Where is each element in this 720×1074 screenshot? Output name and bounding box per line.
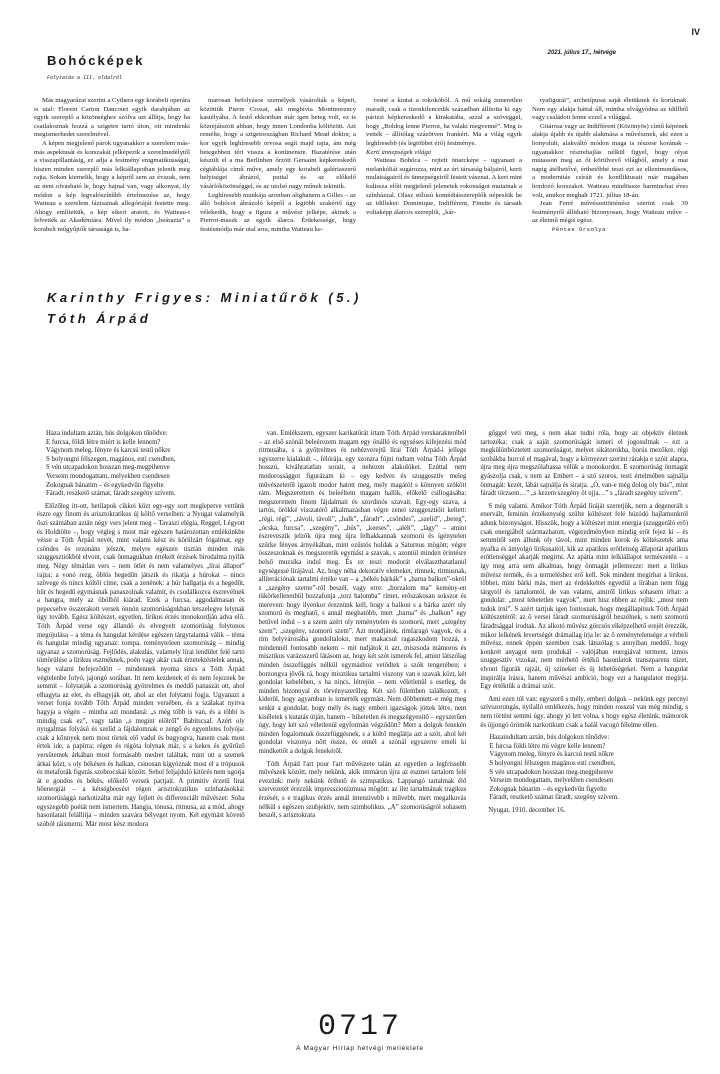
article1-body bbox=[34, 97, 688, 255]
paragraph: tyafigurái”, archetípusai saját életüknek és koruknak. Nem egy alakja háttal áll, mintha elvágyódna az idillből vagy családott lenne ezzel a világgal. bbox=[532, 97, 688, 122]
poem-line: Vágynom meleg, fényre és karcsú testű nőkre bbox=[46, 447, 171, 455]
poem-line: Hazaindultam aztán, bús dolgokon tűnődve: bbox=[489, 734, 610, 742]
paragraph: A képen megjelenő párok ugyanakkor a szerelem más-más aspektusát és korszakát jelképezik a szerelmedélytől a visszapillantásig, ez adja a festmény enigmatikusságát, hiszen minden szereplő más lelkiállapotban jelenik meg rajta. Sokan kiemelik, hogy a képről sem az évszak, sem az nem olvasható le, hogy hajnal van, vagy alkonyat, ily módon a kép legvalószínűbb értelmezése az, hogy Watteau a szerelem fázisainak allegóriáját festette meg. Ahogy említettük, a kép sikert aratott, és Watteau-t felvették az Akadémiára. Mivel ily módon „beárazta” a korabeli műgyűjtők társasága is, ha- bbox=[34, 139, 190, 233]
article2-body bbox=[37, 430, 688, 992]
poem-line: S bolyongni félszegen, magános, esti csendben, bbox=[46, 455, 176, 463]
folio-number: 0717 bbox=[317, 1010, 402, 1044]
article2-title-line-1: Karinthy Frigyes: Miniatűrök (5.) bbox=[47, 290, 362, 305]
article2-column-3 bbox=[480, 430, 688, 992]
source-note: Nyugat, 1910. december 16. bbox=[488, 806, 566, 814]
paragraph: Jean Ferré művészettörténész szerint csak 39 festményről állítható bizonyosan, hogy Watteau műve – az életmű mégis egész. bbox=[532, 200, 688, 225]
article2-title-line-2: Tóth Árpád bbox=[47, 311, 152, 326]
article1-title: Bohócképek bbox=[47, 53, 145, 68]
poem-line: S vén utcapadokon hosszan meg-megpihenve bbox=[46, 464, 170, 472]
issue-date: 2021. július 17., hétvége bbox=[547, 50, 616, 56]
paragraph: Más magyarázat szerint a Cythera egy korabeli operára is utal: Florent Carton Dancourt egyik darabjában az egyik szereplő a közönséghez szólva azt állítja, hogy ha csatlakoznak hozzá a szigetre tartó úton, ott mindenki megismerhedet szerelmével. bbox=[34, 97, 190, 139]
poem-line: Vágynom meleg, fényre és karcsú testű nőkre bbox=[489, 751, 614, 759]
paragraph: resné a kiutat a rokokóból. A mű sokáig ismeretlen maradt, csak a tizenkilencedik században állította ki egy párizsi képkereskedő a kirakatába, azzal a szöveggel, hogy „Boldog lenne Pierrot, ha valaki megvenné”. Meg is vették – állítólag százötven frankért. Ma a világ egyik leghíresebb (és legtöbbet érő) festménye. bbox=[366, 97, 522, 147]
article1-signature: Pénteк Orsolya bbox=[552, 225, 606, 233]
poem-line: Verseim mondogattam, melyekben csendesen bbox=[46, 472, 170, 480]
paragraph: gőggel veti meg, s nem akar tudni róla, hogy az objektív életnek tartozéka: csak a saját szomorúságát ismeri el jogosultnak – ezt a megkülönböztetett szomorúságot, melyet sikátorokba, borús mezőkre, régi szobákba hurcol el magával, hogy a környezet szerint rárakja e szóit alapra, újra meg újra megszólaltassa vélük a monokordot. E szomorúság önmagát gyászolja csak, s nem az Embert – a szó szoros, testi értelmében sajnálja önmagát: kezét, lábát sajnálja és siratja. „Ó, van-e még dolog oly bús”, mint fáradt törzsem…” „s kezem szegény öt ujja…” s „fáradt szegény szívem”. bbox=[480, 430, 688, 498]
article1-continued-note: Folytatás a III. oldalról bbox=[47, 75, 123, 81]
poem-line: Verseim mondogattam, melyekben csendesen bbox=[489, 777, 614, 785]
poem-line: Fáradt, reszkető számat fáradt, szegény szívem. bbox=[489, 794, 619, 802]
poem-line: Haza indultam aztán, bús dolgokon tűnődve: bbox=[46, 430, 168, 437]
paragraph: Leghíresebb munkája azonban alighanem a Gilles – az álló bohócot ábrázoló képről a legtöbb szakértő úgy vélekedik, hogy a figura a művész jelképe, akinek a Pierrot-maszk az egyik álarca. Érdekessége, hogy festésmódja már utal arra, mintha Watteau ke- bbox=[200, 191, 356, 233]
paragraph: van. Emlékszem, egyszer karikatúrát írtam Tóth Árpád verskarakteréből – az első szónál beleérezem magam egy önálló és egyséses kifejezési mód ritmusába, s a győtrelmes és nehézverejtű lírai Tóth Árpád-i jellege egyszerre kialakult –, félórája, egy szonzra fújni tudtam volna Tóth Árpád hosszú, kiváhratatlan sorait, a nehezen alakulóket. Ezúttal nem modorossággot figurázam ki – egy kedves és szuggesztív meleg művészeteről igazolt modor hatott meg, mely magától s könnyen szökött rám. Megszerettem és beleéltem magam hallik, előkelő csillogásába: megszerettem finom fájdalmait és szordinós szavait. Egy-egy szava, a tartós, örökké visszatérő alkalmazásban végre zenei szuggesztióit keltett: „régi, régi”, „távoli, távoli”, „halk”, „fáradt”, „csöndes”, „szelíd”, „beteg”, „ócska, furcsa”, „szegény”, „bús”, „keeses”, „alélt”, „lágy” – amint észreveszik jelzők újra meg újra felhakkannak szomorú és ígénytelen szürke fényeк árnyékában, mint ezüstös holdak a Saturnus mögött; végre összeszoknak és megszeretik egymást a szavak, s azontúl minden érintésre belső muzsika indul meg. És ez teszi modorát elválaszthatatlanul egységessé lírájával. Az, hogy néha dekoratív elemeket, rímnek, ritmusnak, alliterációnak tartalmi értéke van – a „békés bárkák” s „barna balkon”-okról s „szegény szerne”-ről beszél, vagy erre: „borzalom ma” kemény-en tükörkelletenhül hozzafonja „torz halomba” rímet, erőszakosan sokszor és mereven: hogy ilyenkor éreznünk kell, hogy a balkon s a bárka azért oly szomorú és meghatő, s annál meghatóbb, mert „barna” és „balkon” egy betűvel indul – s a szem azért oly reménytelen és szomorú, mert „szegény szem”; „szegény, szomorú szem”. Azt mondjátok, rímfaragó vagyok, és a rím belyvárosába gondoltalokn, mert makacsul ragaszkodom hozzá, s mindennél fontosabb nekem – mit tudjátok ti azt, miszsoda mámoros és misztikus varázsszerű látásom az, hogy két szót ismerek fel, amint látszólag minden összefüggés nélkül egymáshoz vetődtek a szók tengerében; s borzongva jövők rá, hogy misztikus tartalmi viszony van e szavak közt, két gondolat kebelében, s ha nincs, létrejön – nem véletlenül s esetleg, de minden bizonnyal és törvényszerűleg. Két szó fülemben találkozott, s kiderül, hogy agyamban is ismerték egymást. Nem döbbentett–e még meg senkit a gondolat, hogy mély és nagy emberi igazságok jöttek létre, nem kiséletek s kutatás útján, hanem – hihetetlen és megszégyenítő – egyszerűen úgy, hogy két szó véletlenül egyformán végződött? Mert a dolgok fenekén minden fogalomnak összefüggésnek, s a költő meglátja azt a szót, ahol két gondolat viszonya nőtt össze, és ennél a szónál egyszerre emeli ki mindkettőt a dolgok fenekéről. bbox=[258, 430, 467, 755]
poem-line: Zokognak bánatim – és egykedvűn figyelte bbox=[489, 785, 607, 793]
paragraph: Ami ezen túl van: egyszerű s mély, emberi dolgok – nekünk egy percnyi szívszorongás, nyilalló emlékezés, hogy minden rosszul van még mindig, s nem történt semmi úgy, ahogy jó lett volna, s hogy egész életünk, mámorok és újjongó örömök narkotikum csak a halál vacogó félelme ellen. bbox=[480, 695, 688, 729]
article1-column-4 bbox=[532, 97, 688, 255]
paragraph: Előzőleg itt-ott, hetilapok cikkei közt egy-egy sort meglepetve vettünk észre egy finom és arisztokratikus új költő verseiben: a Nyugat valamelyik őszi számában aztán négy vers jelent meg – Tavaszi elégia, Reggel, Légyott és Holdtölte –, hogy végleg s most már egészen határozottan emlékünkbe vésse a Tóth Árpád nevét, mint valami kész és körülzárt fogalmat, egy csöndes és rezonáns jelszót, melyre egészen tisztán minden más szuggesztiókból elvont, csak önmagukban értékelt érzések birodalma nyílik meg. Négy témátlan vers – nem ötlet és nem valamelyes „lírai állapot” rajza; a vonó rezg, öblös hegedűn játszik és rikatja a húrokat – nincs szövege és nincs költői címe, csak a zenének: a húr hallgatja és a hegedűt, hűr és hegedű egymásnak panaszolnak valamit, és csodálkozva észrevélnek a hangra, mely az öbölből kiárad. Ezek a furcsa, aggodalmasan és pepecselve összerakott versek önnön szomorúságukban tetszelegve lelynak úgy tovább. Egész költészet, egyetlen, lírikus érzés monokordján adva elő. Tóth Árpád verse egy állandó és elvegyett szomorúság folytonos megújulása – a téma és hangulat kérdése egészen tárgytalanná válik – téma és hangulat mindig ugyanaz: tompa, reményteleen szomorúság – mindig ugyanaz a szomorúság. Fejlődés, alakulás, valamely lírai lendület felé tartó tömörülése a lírikus eszméknek, poén vagy akár csak érzetektéstelek annak, hogy valami befejeződött – mindennek nyoma sincs a Tóth Árpád végtelenbe folyó, jajongó sorában. Itt nem kezdenek el és nem fejeznek be semmit – folytatják a szomorúság gyötrelmes és meddő panaszát ott, ahol elhagyta az elet, és elhagyják ott, ahol az elet folytatni fogja. Ugyanazt a verset fonja tovább Tóth Árpád minden versében, és a szálakat nyitva hagyja a végén – mintha azt mondaná: „s még több is van, és a többi is mindig csak ez”, vagy talán „s megint előlről” Babitscsal. Azért oly nyugalmas folyású és szelíd a fájdalomnak e zengő és egyenletes folyója: csak a kőnnyek nem most törtek elő vadul és bugyogva, hanem csak most értek ide, a papírra; régen és régóta folynak már, s a kekes és gyűrűző versütemek árkában most formásabb medret találtak, mint ott a szemek árkai közt, s oly békésen és halkan, csinosan kígyóznak most el a trópusok és metaforák figurás szobrocskái között. Sehol feljajduló kitörés nem ugorja át e gondos és békés, előkelő versek partjait. A primitív érzetű lírai hőenergiát – a kétségbeesést régen arisztokratikus színhatásokká: szomorúsággá narkotizálta már egy fejlett és differenciált művészet: Soha egyszegebb poétát nem ismertem. Hangja, tónusa, ritmusa, az a mód, ahogy hasonlatait felállítja – minden szavára bélyeget nyom. Két egymást követő szóból ráismerni. Már most kész modora bbox=[37, 502, 245, 828]
article2-column-1 bbox=[37, 430, 245, 992]
article2-column-2 bbox=[259, 430, 467, 992]
poem-line: S bolyongni félszegen magános esti csendben, bbox=[489, 759, 616, 767]
poem-line: Zokognak bánatim – és egykedvűn figyelte bbox=[46, 481, 164, 489]
article1-subheading: Kerti ünnepségek világa bbox=[366, 148, 432, 156]
poem-line: E furcsa földi létre mi végre kelle lennem? bbox=[489, 742, 606, 750]
article1-column-1 bbox=[34, 97, 190, 255]
paragraph: Gitárosa vagy az Indifférent (Közönyös) című képének alakja újabb és újabb alakmása a művésznek, aki ezen a bonyolult, alakváltó módon maga is részese korának – ugyanakkor részrehajlás nélkül figyel, hogy olyat mutasson meg az őt körülvevő világból, amely a mai napig átélhetővé, érthetőbbé teszi ezt az ellentmondásos, a modernitás csíráit és konfliktusait már magában hordozó korszakot. Watteau mindössze harminchat éves volt, amikor meghalt 1721. július 18-án. bbox=[532, 122, 688, 199]
poem-line: E furcsa, földi létre miért is kelle lennem? bbox=[46, 438, 161, 446]
paragraph: S még valami. Amikor Tóth Árpád líráját szeretjük, nem a degenerált s enervált, feminin érzékenység szülte költészet felé húzódó hajlamunkról adunk bizonyságot. Hisszük, hogy a költészet mint energia (szuggeráló erő) csak energiából származhatott, végeredményben mindig erőt fejez ki – és semmitől sem állunk oly távol, mint minden korok és költészetek ama nyafka és ámyolgó lírikusaitól, kik az apatikus erőtlenség állapotát apatikus erőtlenséggel akarják megírni. Az apátia mint lelkiállapot természetén – s így meg arra sem alkalmas, hogy önmagát jellemezze: mert a lírikus művész termék, és a termeléshez erő kell. Sok mindent megírhat a lírikus, többet, mint bárki más, mert az érdekkeltés egyedül a lírában nem függ tárgytól és tartalomtól, de van valami, amiről lírikus sohasem írhat: a gondolat: „most tehetetlen vagyok”, mert hisz ebben az rejlik: „most nem tudok írni”. S azért tartjuk igen fontosnak, hogy megállapítsuk Tóth Árpád költészetéről: az ő versei fáradt szomorúságról beszélnek, s nem szomorú fáradtsággal írodtak. Az alkotó művész görcsös elképzelhető erejét érezzük, mikor lelkének levertségét drámailag írja le: az ő reménytelensége a vérbeli művész, ennek éppen szemben csak látszólag s annyiban meddő, hogy konkrét anyagot nem produkál - valójában energiával terment, izmos szuggesztív vizokat, nem mérhető értékű hasonlatok transzparens tüzet, elvont figurák rajzát, új színeket és új lehetőségeket. Nem a hangulat inspirálja írásra, hanem művészi ambíció, hogy ezt a hangulatot megírja. Egy értéktük a drámai szót. bbox=[480, 502, 688, 691]
paragraph: Tóth Árpád l'art pour l'art művészete talán az egyetlen a legfrissebb művészek között, mely nekünk, akik immáron újra az eszmei tartalom felé evezünk: mely nekünk érthető és szimpatikus. Lappangó tartalmak élő szervezetét érezzük impresszionizmusa mögött: az ilet tartalmának tragikus érzését, s e tragikus érzés annál intenzívebb s művebb, mert megalkuvás nélkül s egészen szubjektív, nem szimbolikus. „A” szomorúságról sohasem beszél, s arisztokrata bbox=[258, 760, 467, 820]
opening-poem bbox=[46, 430, 245, 499]
poem-line: S vén utcapadokon hosszan meg-megpihenve bbox=[489, 768, 614, 776]
paragraph: marosan befolyásos személyek vásárolták a képeit, közöttük Pierre Crozat, aki meghívta Montmorency kastélyába. A festő ekkoriban már igen beteg volt, ez is közrejátszott abban, hogy innen Londonba költözött. Azt remélte, hogy a szigetországban Richard Mead doktor, a kor egyik leghíresebb orvosa segít majd rajta, ám még betegebben tért vissza a kontinensre. Hazatérése után készült el a ma Berlinben őrzött Gersaint képkereskedő cégtáblája című műve, amely egy korabeli galériaszerű helyiséget ábrázol, puttal és az előkelő vásárlóközönséggel, és az utolsó nagy műnek tekintik. bbox=[200, 97, 356, 190]
paragraph: Watteau Bohóca – rejtett önarcképe – ugyanazt a melankóliát sugározza, mint az úri társaság báljairól, kerti mulatságairól és ünnepségeiről festett vásznai. A kert mint kulissza előtt megjelenő jelenetek rokonságot mutatnak a színházzal. Olasz stílusú komédiásszereplők népesítik be az idilleket: Dominique, Indifférent, Finette és társaik voltaképp álarcos szereplői, „kár- bbox=[366, 157, 522, 216]
supplement-tagline: A Magyar Hírlap hétvégi melléklete bbox=[296, 1045, 424, 1052]
article2-title bbox=[47, 287, 362, 329]
poem-line: Fáradt, reszkető számat, fáradt szegény szívem. bbox=[46, 490, 176, 498]
article1-column-2 bbox=[200, 97, 356, 255]
closing-poem bbox=[489, 734, 688, 803]
article1-column-3 bbox=[366, 97, 522, 255]
page-number: IV bbox=[691, 27, 700, 37]
